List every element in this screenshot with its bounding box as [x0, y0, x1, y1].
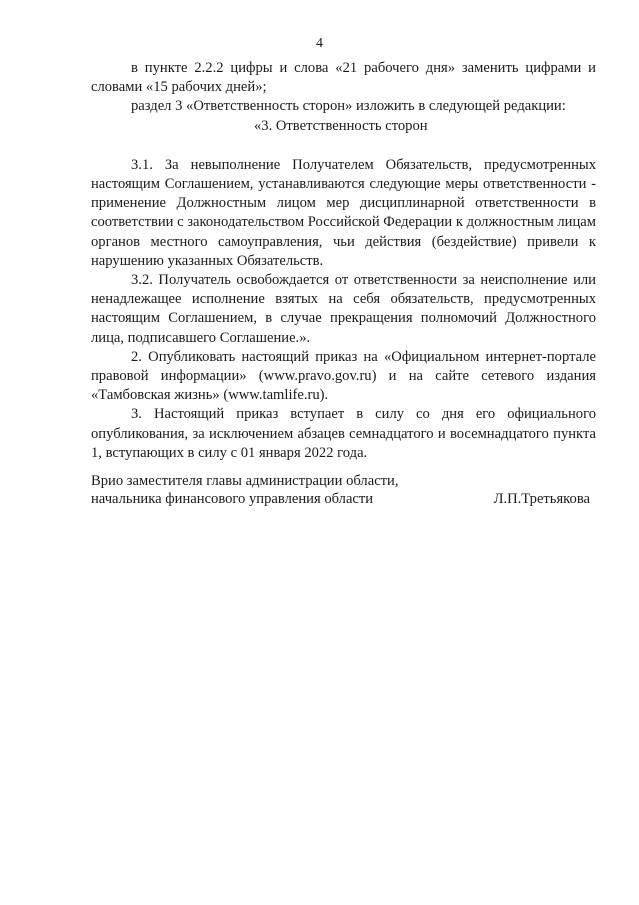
signatory-position-line1: Врио заместителя главы администрации области, — [91, 473, 399, 489]
spacer — [91, 136, 596, 156]
paragraph-amend-2-2-2: в пункте 2.2.2 цифры и слова «21 рабочего дня» заменить цифрами и словами «15 рабочих дней»; — [91, 60, 596, 96]
page-number: 4 — [316, 36, 323, 51]
signatory-name: Л.П.Третьякова — [493, 490, 590, 507]
signature-block — [91, 473, 596, 508]
paragraph-item-3: 3. Настоящий приказ вступает в силу со дня его официального опубликования, за исключением абзацев семнадцатого и восемнадцатого пункта 1, вступающих в силу с 01 января 2022 года. — [91, 406, 596, 461]
paragraph-3-1: 3.1. За невыполнение Получателем Обязательств, предусмотренных настоящим Соглашением, устанавливаются следующие меры ответственности - применение Должностным лицом мер дисциплинарной ответственности в соответствии с законодательством Российской Федерации к должностным лицам органов местного самоуправления, чьи действия (бездействие) привели к нарушению указанных Обязательств. — [91, 156, 596, 269]
paragraph-3-2: 3.2. Получатель освобождается от ответственности за неисполнение или ненадлежащее исполнение взятых на себя обязательств, предусмотренных настоящим Соглашением, в случае прекращения полномочий Должностного лица, подписавшего Соглашение.». — [91, 272, 596, 346]
signatory-position-line2: начальника финансового управления области — [91, 490, 374, 507]
section-3-title: «3. Ответственность сторон — [254, 117, 428, 134]
paragraph-item-2: 2. Опубликовать настоящий приказ на «Официальном интернет-портале правовой информации» (www.pravo.gov.ru) и на сайте сетевого издания «Тамбовская жизнь» (www.tamlife.ru). — [91, 348, 596, 404]
document-body — [91, 59, 596, 463]
paragraph-section-3-intro: раздел 3 «Ответственность сторон» изложить в следующей редакции: — [131, 98, 566, 115]
